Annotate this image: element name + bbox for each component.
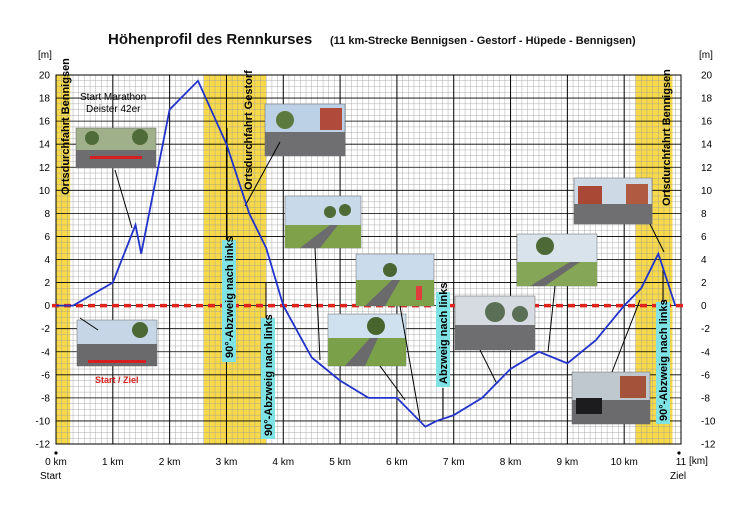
- x-unit: [km]: [689, 456, 708, 467]
- y-tick-right: 2: [701, 278, 707, 290]
- photo-field-road-1: [285, 196, 361, 248]
- y-tick-left: 0: [44, 301, 50, 313]
- y-tick-left: 12: [38, 162, 50, 174]
- y-unit-left: [m]: [38, 50, 52, 61]
- ortsdurchfahrt-bennigsen-right: Ortsdurchfahrt Bennigsen: [661, 69, 673, 206]
- chart-subtitle: (11 km-Strecke Bennigsen - Gestorf - Hüpede - Bennigsen): [330, 35, 636, 47]
- photo-bennigsen-houses: [574, 178, 652, 224]
- y-tick-right: 16: [701, 116, 713, 128]
- x-tick-label: 4 km: [272, 457, 295, 468]
- x-tick-label: 10 km: [610, 457, 638, 468]
- y-tick-labels-right: [701, 71, 716, 451]
- y-tick-right: 0: [701, 301, 707, 313]
- y-tick-right: 18: [701, 93, 713, 105]
- chart-title: Höhenprofil des Rennkurses: [108, 31, 313, 48]
- y-tick-left: 2: [44, 278, 50, 290]
- y-tick-left: -4: [41, 347, 50, 359]
- y-unit-right: [m]: [699, 50, 713, 61]
- y-tick-right: 8: [701, 208, 707, 220]
- x-tick-label: 8 km: [499, 457, 522, 468]
- ziel-dot: [677, 451, 680, 454]
- start-label: Start: [40, 471, 62, 482]
- y-tick-right: 14: [701, 139, 713, 151]
- y-tick-left: 14: [38, 139, 50, 151]
- y-tick-left: 10: [38, 185, 50, 197]
- y-tick-left: -8: [41, 393, 50, 405]
- ortsdurchfahrt-bennigsen-left: Ortsdurchfahrt Bennigsen: [60, 58, 72, 195]
- x-tick-label: 3 km: [215, 457, 238, 468]
- start-marathon-line1: Start Marathon: [80, 92, 147, 103]
- y-tick-right: -12: [701, 439, 716, 451]
- y-tick-right: -4: [701, 347, 710, 359]
- y-tick-left: 16: [38, 116, 50, 128]
- y-tick-left: 18: [38, 93, 50, 105]
- y-tick-right: 12: [701, 162, 713, 174]
- x-tick-label: 9 km: [556, 457, 579, 468]
- y-tick-left: -10: [35, 416, 50, 428]
- y-tick-right: -2: [701, 324, 710, 336]
- abzweig-label-3: Abzweig nach links: [438, 282, 450, 384]
- photo-car-street: [572, 372, 650, 424]
- ziel-label: Ziel: [670, 471, 687, 482]
- y-tick-left: -6: [41, 370, 50, 382]
- y-tick-right: 4: [701, 255, 707, 266]
- y-tick-left: 20: [38, 70, 50, 82]
- photo-start-ziel: [77, 320, 157, 366]
- x-tick-label: 0 km: [45, 457, 67, 468]
- x-tick-label: 6 km: [386, 457, 408, 468]
- y-tick-left: -12: [35, 439, 50, 451]
- photo-start-marathon: [76, 128, 156, 168]
- ortsdurchfahrt-gestorf: Ortsdurchfahrt Gestorf: [243, 70, 255, 190]
- start-marathon-line2: Deister 42er: [86, 104, 141, 115]
- y-tick-right: -10: [701, 416, 716, 428]
- abzweig-label-2: 90°-Abzweig nach links: [263, 314, 275, 436]
- y-tick-right: -6: [701, 370, 710, 382]
- x-tick-label: 11: [675, 457, 687, 468]
- x-tick-label: 5 km: [329, 457, 351, 468]
- y-tick-left: 4: [44, 255, 50, 266]
- x-tick-labels: [45, 457, 686, 468]
- y-tick-right: -8: [701, 393, 710, 405]
- abzweig-label-1: 90°-Abzweig nach links: [224, 236, 236, 358]
- y-tick-labels-left: [36, 71, 51, 451]
- y-tick-right: 6: [701, 231, 707, 243]
- photo-field-road-2: [328, 314, 406, 366]
- y-tick-left: 6: [44, 231, 50, 243]
- abzweig-label-4: 90°-Abzweig nach links: [658, 299, 670, 421]
- x-tick-label: 2 km: [158, 457, 181, 468]
- photo-curve: [517, 234, 597, 286]
- x-tick-label: 7 km: [442, 457, 465, 468]
- start-ziel-label: Start / Ziel: [95, 375, 139, 385]
- y-tick-right: 10: [701, 185, 713, 197]
- y-tick-left: -2: [41, 324, 50, 336]
- photo-hupede: [455, 296, 535, 350]
- y-tick-left: 8: [44, 208, 50, 220]
- x-tick-label: 1 km: [101, 457, 124, 468]
- photo-cyclist: [356, 254, 434, 306]
- start-dot: [54, 451, 57, 454]
- y-tick-right: 20: [701, 70, 713, 82]
